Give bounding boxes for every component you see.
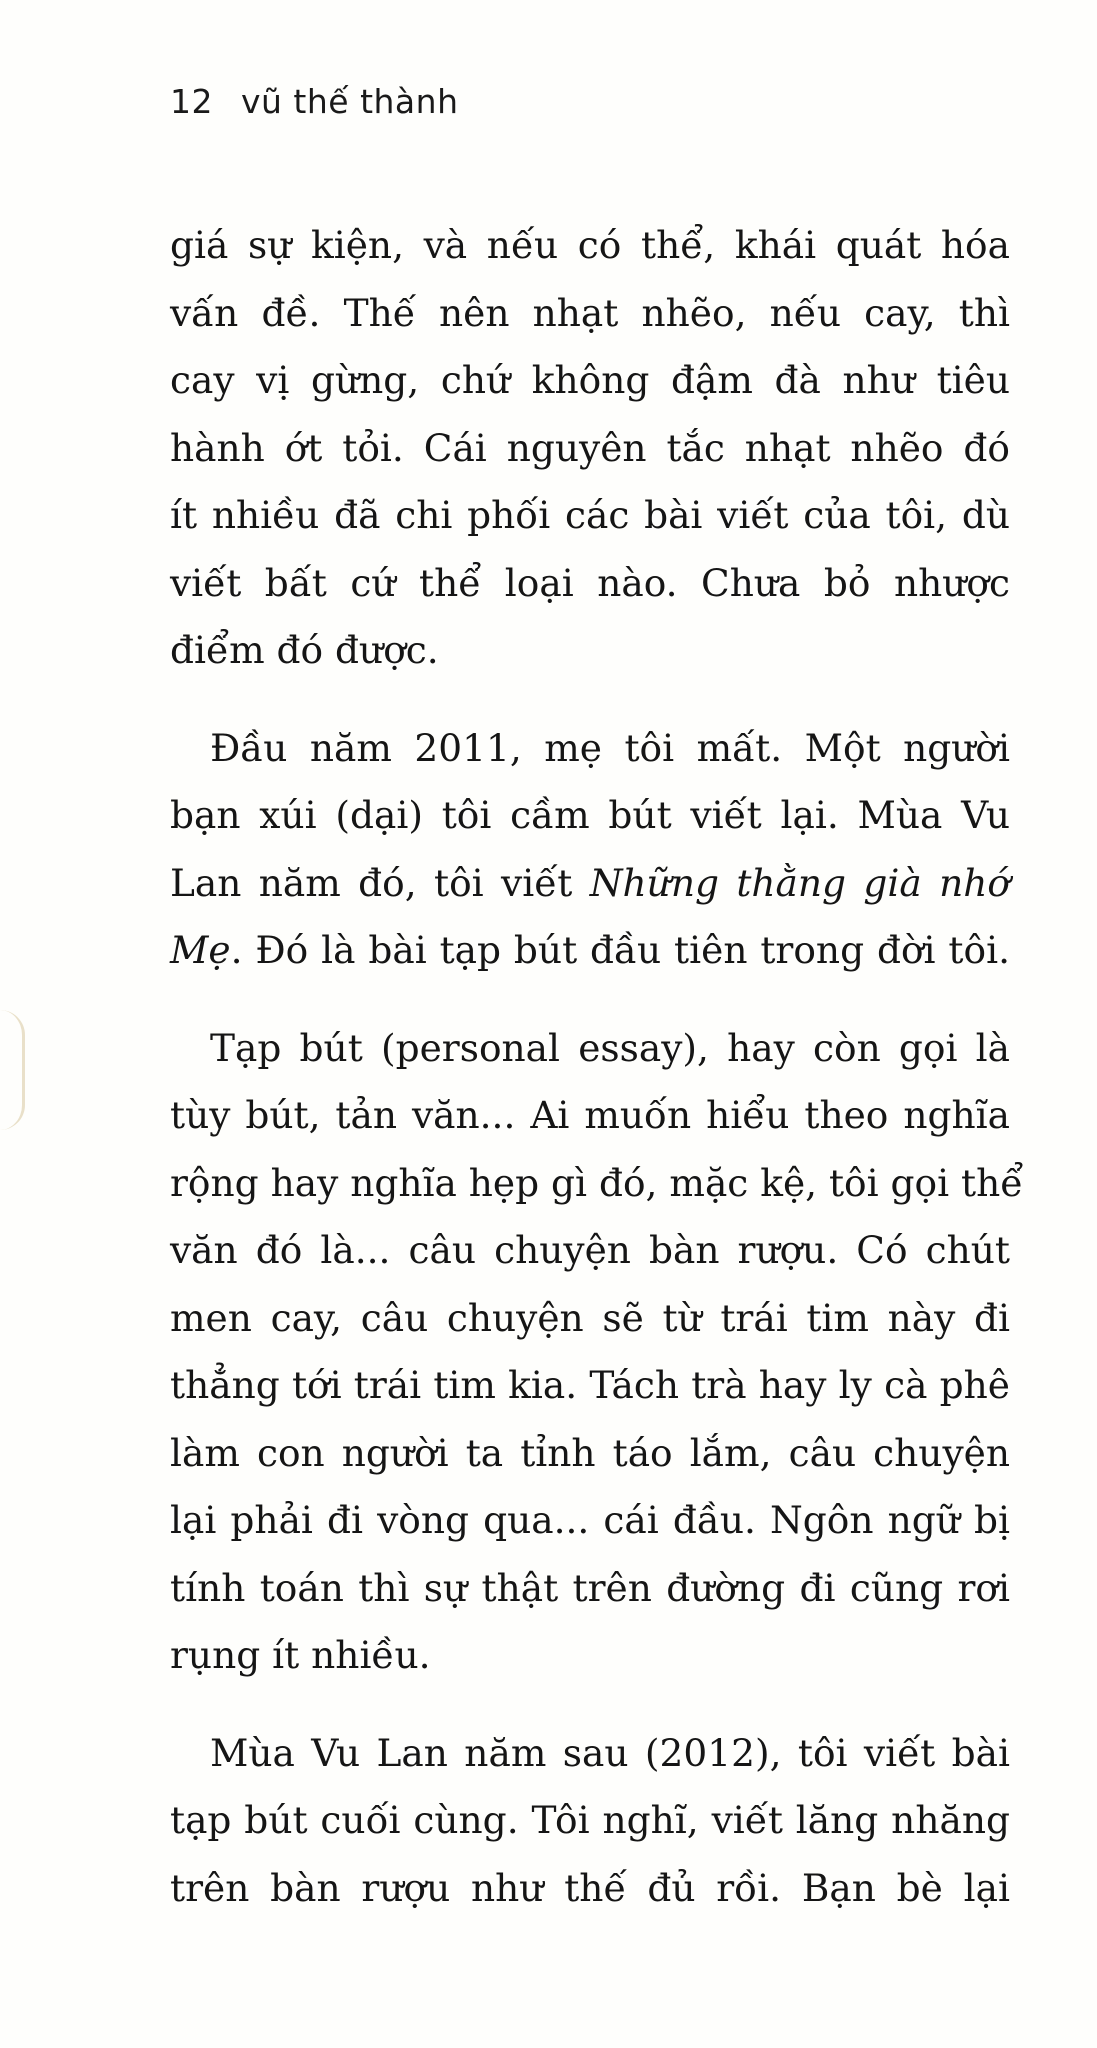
text-line: giá sự kiện, và nếu có thể, khái quát hóa: [170, 223, 1010, 267]
text-line: Mùa Vu Lan năm sau (2012), tôi viết bài: [210, 1730, 1010, 1775]
text-line: men cay, câu chuyện sẽ từ trái tim này đi: [170, 1295, 1010, 1340]
running-header: [170, 82, 459, 121]
page-number: 12: [170, 82, 213, 121]
running-title: vũ thế thành: [241, 82, 459, 121]
page-edge-mark: [0, 1010, 25, 1130]
text-line: rộng hay nghĩa hẹp gì đó, mặc kệ, tôi gọi thể: [170, 1160, 1024, 1205]
text-line: vấn đề. Thế nên nhạt nhẽo, nếu cay, thì: [170, 290, 1010, 335]
text-line: cay vị gừng, chứ không đậm đà như tiêu: [170, 358, 1010, 402]
text-line: ít nhiều đã chi phối các bài viết của tôi, dù: [170, 493, 1010, 537]
text-line: điểm đó được.: [170, 628, 439, 672]
book-title-italic: Những thằng già nhớ: [589, 860, 1010, 905]
body-text: [170, 212, 1024, 1922]
text-line: văn đó là... câu chuyện bàn rượu. Có chút: [170, 1228, 1010, 1272]
text-line: [170, 850, 1010, 918]
paragraph-1: [170, 212, 1010, 685]
text-line: tạp bút cuối cùng. Tôi nghĩ, viết lăng nhăng: [170, 1798, 1010, 1842]
text-line: tính toán thì sự thật trên đường đi cũng rơi: [170, 1565, 1010, 1610]
text-line: lại phải đi vòng qua... cái đầu. Ngôn ngữ bị: [170, 1498, 1010, 1542]
text-line: thẳng tới trái tim kia. Tách trà hay ly cà phê: [170, 1363, 1010, 1407]
text-line: viết bất cứ thể loại nào. Chưa bỏ nhược: [170, 560, 1010, 605]
text-line: tùy bút, tản văn... Ai muốn hiểu theo nghĩa: [170, 1093, 1010, 1137]
text-line: hành ớt tỏi. Cái nguyên tắc nhạt nhẽo đó: [170, 425, 1010, 470]
text-segment: . Đó là bài tạp bút đầu tiên trong đời tôi.: [230, 928, 1010, 972]
text-line: Đầu năm 2011, mẹ tôi mất. Một người: [210, 725, 1010, 770]
paragraph-3: [170, 1015, 1024, 1690]
text-line: [170, 917, 1010, 985]
text-segment: Lan năm đó, tôi viết: [170, 860, 590, 905]
paragraph-2: [170, 715, 1010, 985]
book-title-italic: Mẹ: [170, 928, 231, 972]
text-line: bạn xúi (dại) tôi cầm bút viết lại. Mùa Vu: [170, 793, 1010, 837]
text-line: Tạp bút (personal essay), hay còn gọi là: [210, 1025, 1010, 1070]
text-line: làm con người ta tỉnh táo lắm, câu chuyện: [170, 1430, 1010, 1475]
text-line: trên bàn rượu như thế đủ rồi. Bạn bè lại: [170, 1865, 1010, 1910]
paragraph-4: [170, 1720, 1010, 1923]
text-line: rụng ít nhiều.: [170, 1633, 431, 1677]
